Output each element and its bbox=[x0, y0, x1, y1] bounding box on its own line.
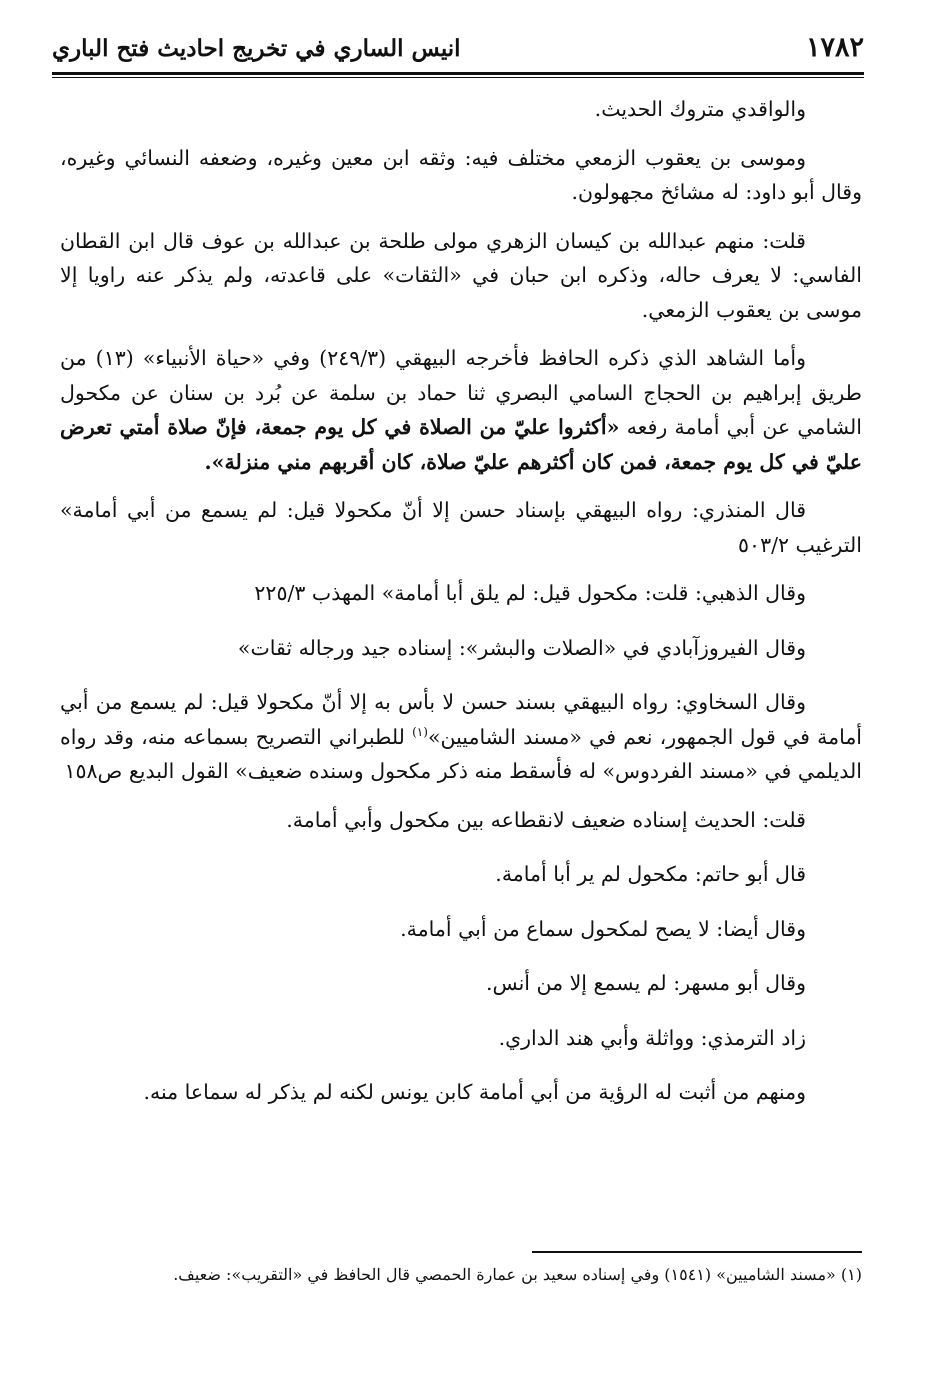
paragraph bbox=[60, 685, 862, 789]
paragraph: وقال الفيروزآبادي في «الصلات والبشر»: إسناده جيد ورجاله ثقات» bbox=[237, 635, 806, 660]
running-title: انيس الساري في تخريج احاديث فتح الباري bbox=[52, 35, 461, 62]
paragraph: قال أبو حاتم: مكحول لم ير أبا أمامة. bbox=[495, 862, 806, 886]
footnote-number: (١) bbox=[840, 1265, 862, 1284]
paragraph-text: وقال السخاوي: رواه البيهقي بسند حسن لا بأس به إلا أنّ مكحولا قيل: لم يسمع من أبي أمامة في قول الجمهور، نعم في «مسند الشاميين» bbox=[60, 690, 862, 749]
page-number: ١٧٨٢ bbox=[805, 32, 864, 63]
paragraph: ومنهم من أثبت له الرؤية من أبي أمامة كابن يونس لكنه لم يذكر له سماعا منه. bbox=[143, 1080, 806, 1104]
page-header bbox=[52, 30, 864, 70]
header-rule-thin bbox=[52, 77, 864, 78]
paragraph-text: وأما الشاهد الذي ذكره الحافظ فأخرجه البيهقي (٢٤٩/٣) وفي «حياة الأنبياء» (١٣) من طريق إبراهيم بن الحجاج السامي البصري ثنا حماد بن سلمة عن بُرد بن سنان عن مكحول الشامي عن أبي أمامة رفعه bbox=[60, 346, 862, 439]
hadith-text: «أكثروا عليّ من الصلاة في كل يوم جمعة، فإنّ صلاة أمتي تعرض عليّ في كل يوم جمعة، فمن كان أكثرهم عليّ صلاة، كان أقربهم مني منزلة». bbox=[60, 415, 862, 474]
paragraph: وموسى بن يعقوب الزمعي مختلف فيه: وثقه ابن معين وغيره، وضعفه النسائي وغيره، وقال أبو داود: له مشائخ مجهولون. bbox=[60, 145, 862, 204]
paragraph bbox=[60, 341, 862, 479]
paragraph: قلت: منهم عبدالله بن كيسان الزهري مولى طلحة بن عبدالله بن عوف قال ابن القطان الفاسي: لا يعرف حاله، وذكره ابن حبان في «الثقات» على قاعدته، ولم يذكر عنه راويا إلا موسى بن يعقوب الزمعي. bbox=[60, 228, 862, 322]
footnote bbox=[60, 1262, 862, 1288]
paragraph: قلت: الحديث إسناده ضعيف لانقطاعه بين مكحول وأبي أمامة. bbox=[286, 807, 806, 832]
footnote-rule bbox=[532, 1251, 862, 1253]
paragraph: والواقدي متروك الحديث. bbox=[594, 97, 806, 121]
main-text bbox=[60, 92, 862, 1130]
paragraph-text: للطبراني التصريح بسماعه منه، وقد رواه الديلمي في «مسند الفردوس» له فأسقط منه ذكر مكحول وسنده ضعيف» القول البديع ص١٥٨ bbox=[60, 724, 862, 783]
header-rule bbox=[52, 72, 864, 75]
paragraph: زاد الترمذي: وواثلة وأبي هند الداري. bbox=[498, 1025, 806, 1050]
paragraph: وقال أبو مسهر: لم يسمع إلا من أنس. bbox=[485, 971, 806, 995]
footnote-ref: (١) bbox=[412, 724, 428, 739]
paragraph: وقال الذهبي: قلت: مكحول قيل: لم يلق أبا أمامة» المهذب ٢٢٥/٣ bbox=[254, 581, 806, 605]
paragraph: وقال أيضا: لا يصح لمكحول سماع من أبي أمامة. bbox=[400, 916, 806, 941]
footnote-text: «مسند الشاميين» (١٥٤١) وفي إسناده سعيد بن عمارة الحمصي قال الحافظ في «التقريب»: ضعيف. bbox=[173, 1265, 836, 1284]
paragraph: قال المنذري: رواه البيهقي بإسناد حسن إلا أنّ مكحولا قيل: لم يسمع من أبي أمامة» الترغيب ٥٠٣/٢ bbox=[60, 498, 862, 557]
